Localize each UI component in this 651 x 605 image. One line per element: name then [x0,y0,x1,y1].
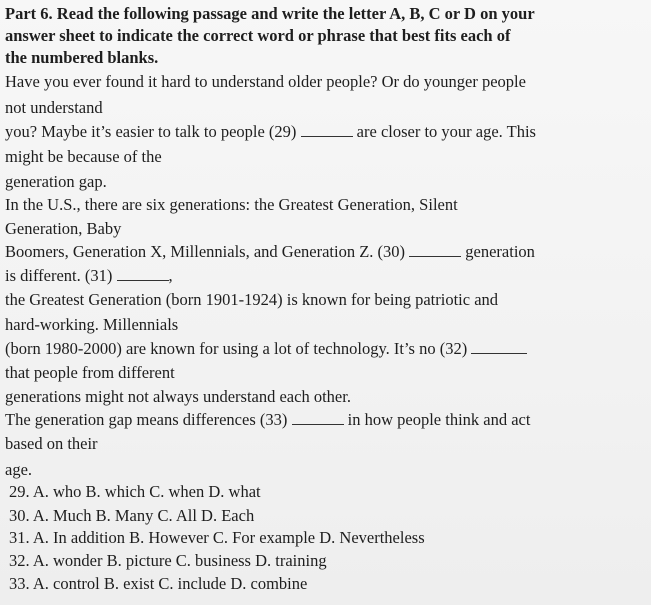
passage-line: that people from different [5,363,175,382]
passage-line: generations might not always understand each other. [5,387,351,406]
question-31: 31. A. In addition B. However C. For example D. Nevertheless [9,528,425,547]
passage-line: might be because of the [5,147,162,166]
question-32: 32. A. wonder B. picture C. business D. training [9,551,327,570]
question-30: 30. A. Much B. Many C. All D. Each [9,506,255,525]
instruction-line: Part 6. Read the following passage and write the letter A, B, C or D on your [5,4,535,23]
passage-text: in how people think and act [347,410,531,429]
instruction-line: answer sheet to indicate the correct word or phrase that best fits each of [5,26,511,45]
blank-33 [292,412,344,425]
passage-line: not understand [5,98,103,117]
passage-text: (born 1980-2000) are known for using a lot of technology. It’s no (32) [5,339,468,358]
passage-line: Have you ever found it hard to understand older people? Or do younger people [5,72,526,91]
blank-31 [117,268,169,281]
instruction-line: the numbered blanks. [5,48,159,67]
passage-text: The generation gap means differences (33) [5,410,288,429]
blank-29 [301,124,353,137]
passage-text: Boomers, Generation X, Millennials, and Generation Z. (30) [5,242,406,261]
passage-text: is different. (31) [5,266,113,285]
passage-line [5,122,536,142]
passage-text: are closer to your age. This [356,122,536,141]
question-29: 29. A. who B. which C. when D. what [9,482,261,501]
passage-text: generation [465,242,535,261]
passage-line: Generation, Baby [5,219,122,238]
passage-line: age. [5,460,33,479]
question-33: 33. A. control B. exist C. include D. combine [9,574,308,593]
blank-32 [471,341,527,354]
passage-text: , [168,266,173,285]
passage-line [5,410,530,430]
passage-line: In the U.S., there are six generations: the Greatest Generation, Silent [5,195,458,214]
passage-line [5,242,535,262]
passage-line: the Greatest Generation (born 1901-1924) is known for being patriotic and [5,290,499,309]
blank-30 [409,244,461,257]
passage-line: generation gap. [5,172,107,191]
passage-line: hard-working. Millennials [5,315,179,334]
passage-text: you? Maybe it’s easier to talk to people (29) [5,122,297,141]
passage-line [5,339,527,359]
passage-line: based on their [5,434,98,453]
passage-line [5,266,173,286]
